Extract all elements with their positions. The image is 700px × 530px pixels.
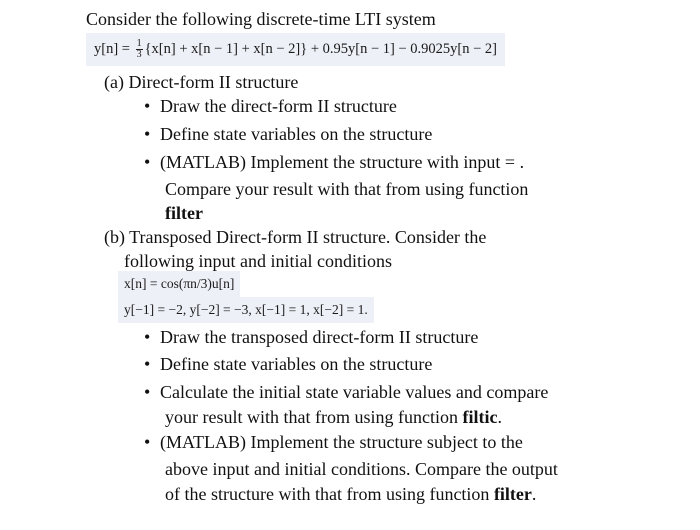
system-equation: [86, 33, 505, 66]
list-item-continuation: Compare your result with that from using function: [165, 179, 529, 199]
input-equation: x[n] = cos(πn/3)u[n]: [118, 271, 240, 297]
list-item: • Calculate the initial state variable values and compare: [144, 382, 549, 402]
list-item-continuation: above input and initial conditions. Compare the output: [165, 459, 558, 479]
list-item: • (MATLAB) Implement the structure subject to the: [144, 432, 523, 452]
part-a-heading: (a) Direct-form II structure: [104, 72, 299, 92]
list-item-continuation: your result with that from using function filtic.: [165, 407, 502, 427]
list-item: • Draw the transposed direct-form II structure: [144, 327, 479, 347]
list-item: • (MATLAB) Implement the structure with input = .: [144, 152, 525, 172]
part-b-heading: (b) Transposed Direct-form II structure. Consider the: [104, 227, 487, 247]
function-name: filtic: [462, 407, 498, 427]
initial-conditions-equation: y[−1] = −2, y[−2] = −3, x[−1] = 1, x[−2] = 1.: [118, 297, 374, 323]
equation-lhs: y[n] =: [94, 41, 134, 57]
list-item: • Draw the direct-form II structure: [144, 96, 397, 116]
function-name: filter: [493, 484, 532, 504]
problem-title: Consider the following discrete-time LTI system: [86, 9, 436, 29]
function-name: filter: [165, 203, 203, 223]
list-item: • Define state variables on the structure: [144, 354, 433, 374]
equation-rhs: {x[n] + x[n − 1] + x[n − 2]} + 0.95y[n − 1] − 0.9025y[n − 2]: [144, 41, 497, 57]
list-item: • Define state variables on the structure: [144, 124, 433, 144]
one-third-fraction: $\frac{1}{3}$: [136, 38, 142, 61]
part-b-heading-continuation: following input and initial conditions: [124, 251, 392, 271]
list-item-continuation: of the structure with that from using function filter.: [165, 484, 537, 504]
